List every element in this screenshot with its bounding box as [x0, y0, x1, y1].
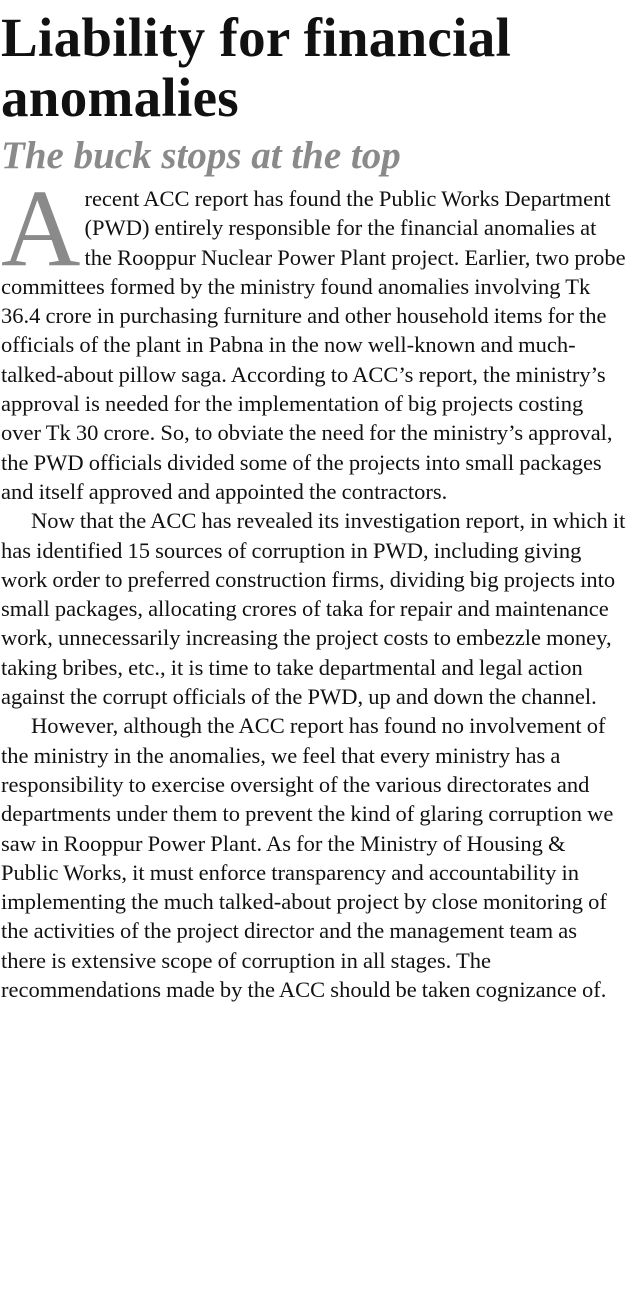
paragraph-1 [1, 167, 626, 506]
subheadline: The buck stops at the top [1, 134, 401, 177]
paragraph-1-text: recent ACC report has found the Public Works Department (PWD) entirely responsible for the financial anomalies at the Rooppur Nuclear Power Plant project. Earlier, two probe committees formed by the ministry found anomalies involving Tk 36.4 crore in purchasing furniture and other household items for the officials of the plant in Pabna in the now well-known and much-talked-about pillow saga. According to ACC’s report, the ministry’s approval is needed for the implementation of big projects costing over Tk 30 crore. So, to obviate the need for the ministry’s approval, the PWD officials divided some of the projects into small packages and itself approved and appointed the contractors. [1, 186, 626, 504]
article-body [1, 167, 626, 1004]
drop-cap: A [1, 167, 81, 289]
headline: Liability for financial anomalies [1, 7, 512, 128]
paragraph-3: However, although the ACC report has found no involvement of the ministry in the anomalies, we feel that every ministry has a responsibility to exercise oversight of the various directorates and departments under them to prevent the kind of glaring corruption we saw in Rooppur Power Plant. As for the Ministry of Housing & Public Works, it must enforce transparency and accountability in implementing the much talked-about project by close monitoring of the activities of the project director and the management team as there is extensive scope of corruption in all stages. The recommendations made by the ACC should be taken cognizance of. [1, 713, 614, 1003]
paragraph-2: Now that the ACC has revealed its investigation report, in which it has identified 15 sources of corruption in PWD, including giving work order to preferred construction firms, dividing big projects into small packages, allocating crores of taka for repair and maintenance work, unnecessarily increasing the project costs to embezzle money, taking bribes, etc., it is time to take departmental and legal action against the corrupt officials of the PWD, up and down the channel. [1, 508, 626, 710]
